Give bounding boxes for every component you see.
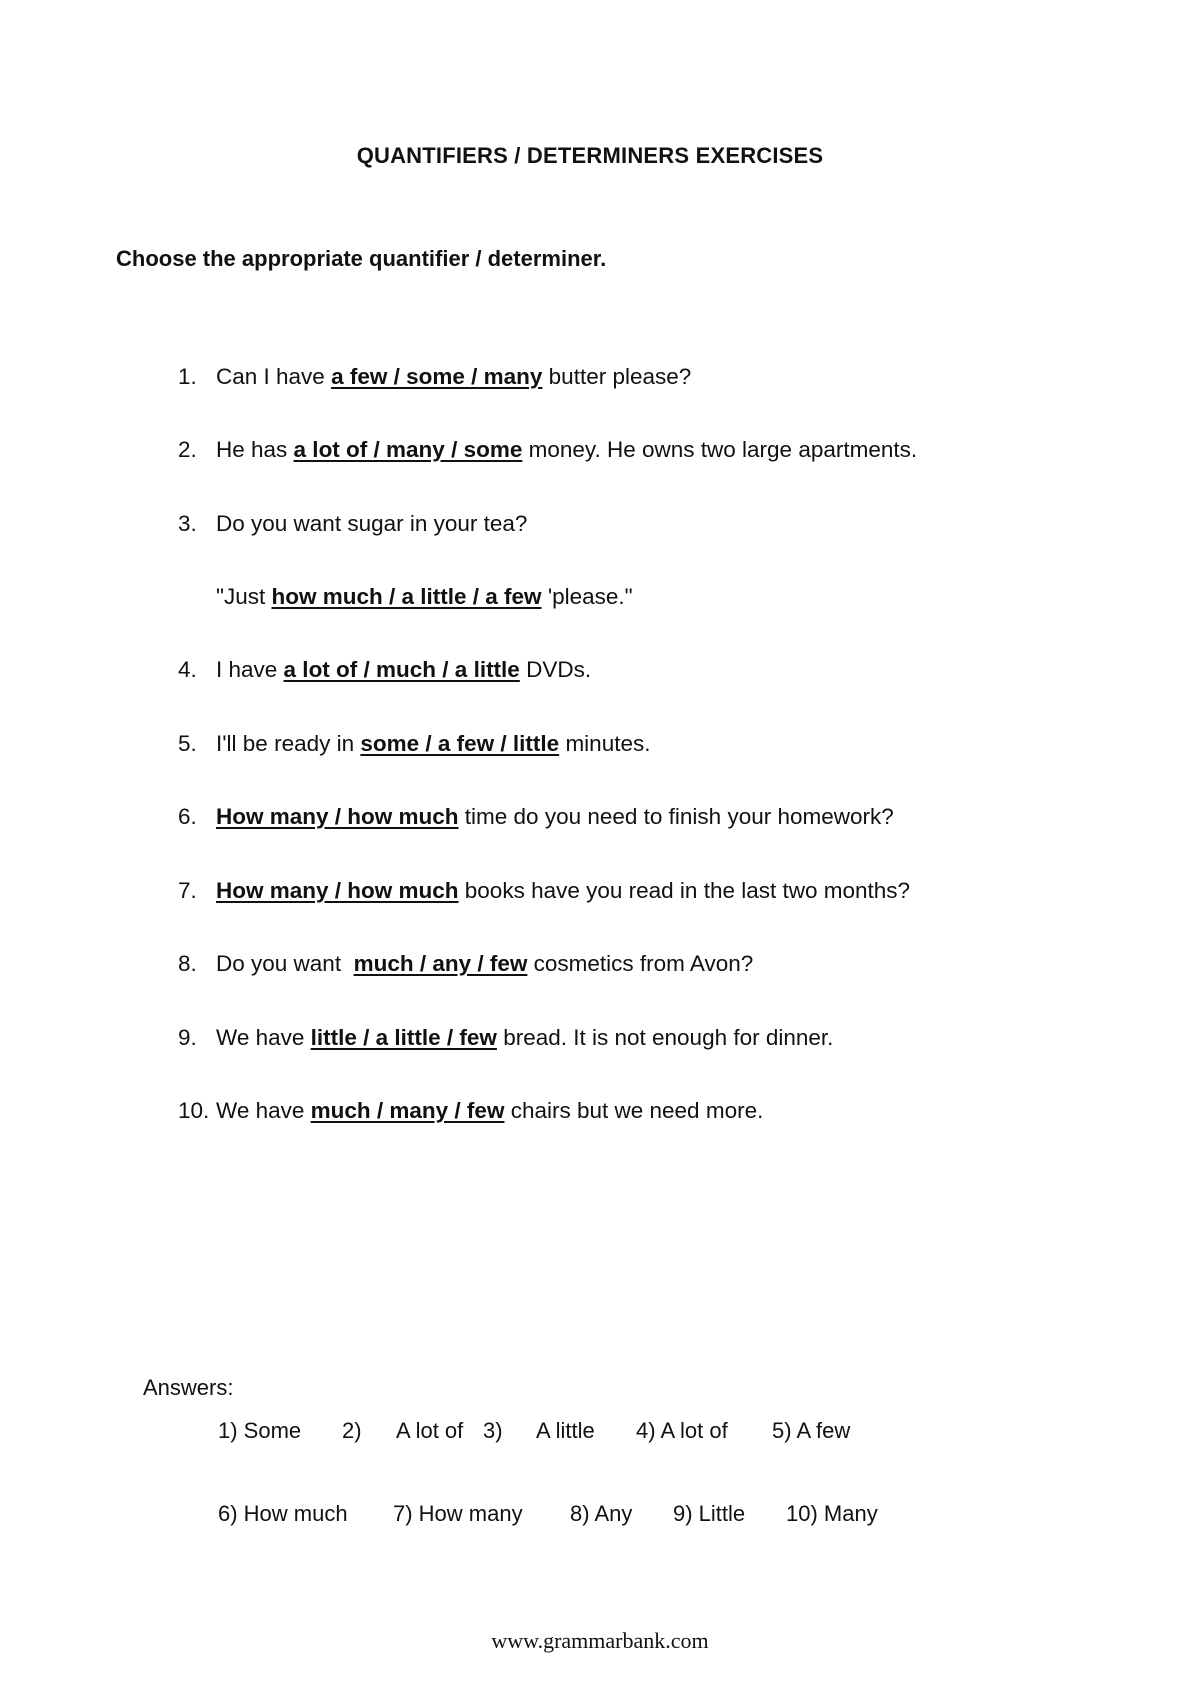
question-text-before: We have: [216, 1098, 311, 1123]
question-number: 6.: [178, 804, 197, 829]
question-options: How many / how much: [216, 804, 459, 829]
answer-item: 3): [483, 1418, 503, 1443]
question-text-before: Do you want: [216, 951, 354, 976]
answer-item: 2): [342, 1418, 362, 1443]
question-6: [178, 804, 894, 830]
followup-text-after: 'please.": [541, 584, 633, 609]
instruction: Choose the appropriate quantifier / determiner.: [116, 246, 607, 271]
question-text-after: butter please?: [542, 364, 692, 389]
question-text-after: DVDs.: [519, 657, 592, 682]
question-text-after: time do you need to finish your homework?: [458, 804, 894, 829]
question-text-after: minutes.: [559, 731, 651, 756]
question-options: How many / how much: [216, 878, 459, 903]
followup-options: how much / a little / a few: [271, 584, 542, 609]
question-text-before: He has: [216, 437, 294, 462]
question-text-after: books have you read in the last two months?: [458, 878, 911, 903]
question-text-after: chairs but we need more.: [504, 1098, 764, 1123]
question-text-after: money. He owns two large apartments.: [522, 437, 918, 462]
question-text-before: I have: [216, 657, 284, 682]
answer-item: 10) Many: [786, 1501, 878, 1526]
question-options: a lot of / many / some: [293, 437, 523, 462]
question-1: [178, 364, 691, 390]
question-number: 5.: [178, 731, 197, 756]
answer-item: 1) Some: [218, 1418, 302, 1443]
question-number: 3.: [178, 511, 197, 536]
footer-url: www.grammarbank.com: [491, 1628, 709, 1653]
answer-item: A little: [536, 1418, 595, 1443]
question-2: [178, 437, 917, 463]
question-options: some / a few / little: [360, 731, 560, 756]
answers-label: Answers:: [143, 1375, 234, 1400]
question-number: 9.: [178, 1025, 197, 1050]
question-options: a few / some / many: [331, 364, 543, 389]
question-text-after: cosmetics from Avon?: [527, 951, 754, 976]
answer-item: 8) Any: [570, 1501, 633, 1526]
question-5: [178, 731, 650, 757]
question-text-before: We have: [216, 1025, 311, 1050]
question-number: 4.: [178, 657, 197, 682]
question-3: [178, 511, 527, 537]
question-options: little / a little / few: [310, 1025, 497, 1050]
page-title: QUANTIFIERS / DETERMINERS EXERCISES: [356, 143, 824, 168]
answer-item: 4) A lot of: [636, 1418, 728, 1443]
answer-item: 5) A few: [772, 1418, 851, 1443]
question-number: 2.: [178, 437, 197, 462]
followup-text-before: "Just: [216, 584, 272, 609]
question-options: much / any / few: [353, 951, 528, 976]
question-4: [178, 657, 591, 683]
question-text-before: Do you want sugar in your tea?: [216, 511, 528, 536]
question-7: [178, 878, 910, 904]
question-options: much / many / few: [310, 1098, 505, 1123]
question-3-followup: [216, 584, 633, 610]
answer-item: A lot of: [396, 1418, 464, 1443]
question-options: a lot of / much / a little: [283, 657, 520, 682]
question-text-before: Can I have: [216, 364, 332, 389]
answer-item: 6) How much: [218, 1501, 348, 1526]
question-text-after: bread. It is not enough for dinner.: [496, 1025, 834, 1050]
question-8: [178, 951, 753, 977]
question-number: 1.: [178, 364, 197, 389]
question-number: 8.: [178, 951, 197, 976]
question-9: [178, 1025, 833, 1051]
answer-item: 7) How many: [393, 1501, 523, 1526]
question-text-before: I'll be ready in: [216, 731, 361, 756]
answer-item: 9) Little: [673, 1501, 746, 1526]
question-10: [178, 1098, 763, 1124]
question-number: 7.: [178, 878, 197, 903]
question-number: 10.: [178, 1098, 210, 1123]
